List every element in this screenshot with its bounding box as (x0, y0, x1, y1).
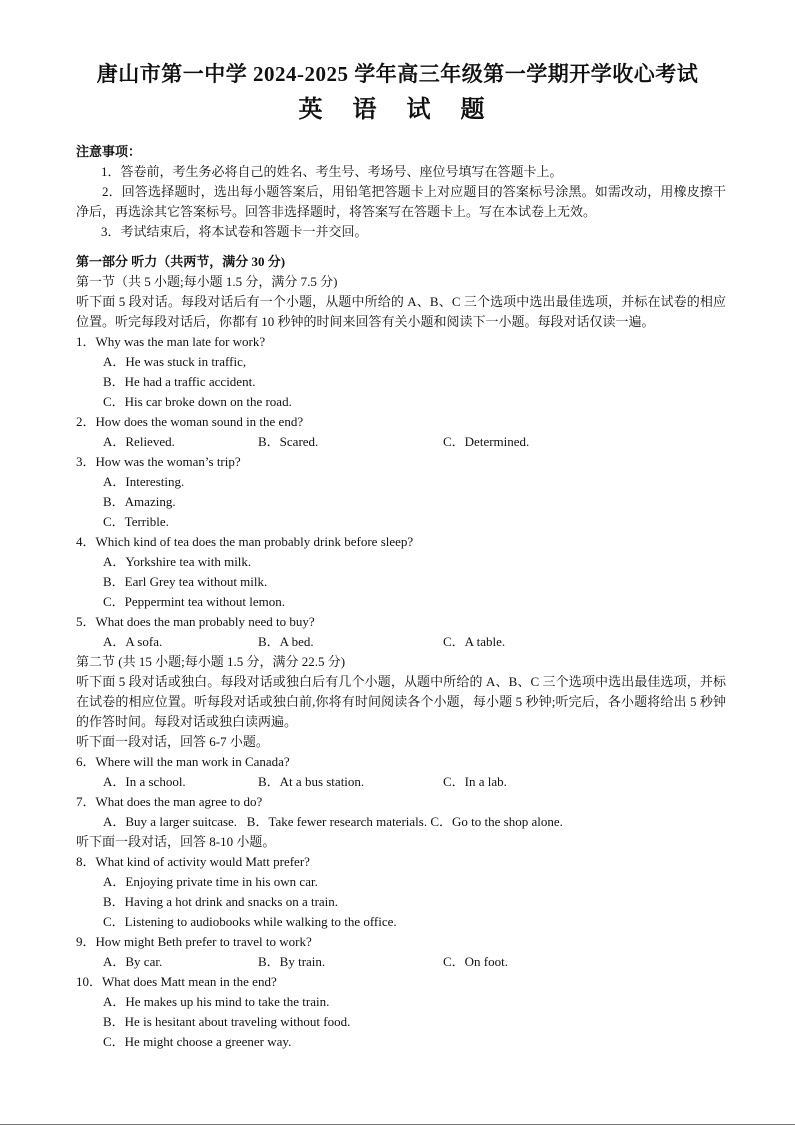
question-3-option-a: A．Interesting. (103, 474, 185, 489)
question-5-option-a: A．A sofa. (103, 634, 163, 649)
exam-content (76, 142, 726, 1052)
question-5-options (76, 632, 726, 652)
question-2-option-b: B．Scared. (258, 434, 319, 449)
question-10-option-c: C．He might choose a greener way. (103, 1034, 292, 1049)
question-8-option-b: B．Having a hot drink and snacks on a train. (103, 894, 339, 909)
question-3-stem: 3．How was the woman’s trip? (76, 454, 241, 469)
section2-heading: 第二节 (共 15 小题;每小题 1.5 分，满分 22.5 分) (76, 654, 346, 669)
exam-title: 唐山市第一中学 2024-2025 学年高三年级第一学期开学收心考试 (96, 62, 699, 86)
question-4-stem: 4．Which kind of tea does the man probably drink before sleep? (76, 534, 414, 549)
question-1-stem: 1．Why was the man late for work? (76, 334, 266, 349)
question-9-option-b: B．By train. (258, 954, 326, 969)
section1-heading: 第一节（共 5 小题;每小题 1.5 分，满分 7.5 分) (76, 274, 338, 289)
question-3-option-b: B．Amazing. (103, 494, 176, 509)
notice-item-2: 2．回答选择题时，选出每小题答案后，用铅笔把答题卡上对应题目的答案标号涂黑。如需改动，用橡皮擦干净后，再选涂其它答案标号。回答非选择题时，将答案写在答题卡上。写在本试卷上无效。 (76, 184, 726, 219)
lead-questions-8-10: 听下面一段对话，回答 8-10 小题。 (76, 834, 276, 849)
notice-item-1: 1．答卷前，考生务必将自己的姓名、考生号、考场号、座位号填写在答题卡上。 (101, 164, 563, 179)
question-10-stem: 10．What does Matt mean in the end? (76, 974, 277, 989)
question-3-option-c: C．Terrible. (103, 514, 169, 529)
question-9-options (76, 952, 726, 972)
question-9-stem: 9．How might Beth prefer to travel to work? (76, 934, 312, 949)
question-6-options (76, 772, 726, 792)
question-1-option-b: B．He had a traffic accident. (103, 374, 256, 389)
question-8-stem: 8．What kind of activity would Matt prefer? (76, 854, 310, 869)
question-1-option-a: A．He was stuck in traffic, (103, 354, 247, 369)
question-6-stem: 6．Where will the man work in Canada? (76, 754, 290, 769)
question-10-option-a: A．He makes up his mind to take the train. (103, 994, 330, 1009)
question-5-option-b: B．A bed. (258, 634, 314, 649)
notice-item-3: 3．考试结束后，将本试卷和答题卡一并交回。 (101, 224, 368, 239)
question-6-option-c: C．In a lab. (443, 774, 507, 789)
section1-instruction: 听下面 5 段对话。每段对话后有一个小题，从题中所给的 A、B、C 三个选项中选出最佳选项，并标在试卷的相应位置。听完每段对话后，你都有 10 秒钟的时间来回答有关小题和阅读下一小题。每段对话仅读一遍。 (76, 294, 726, 329)
exam-subject-title: 英 语 试 题 (298, 97, 497, 123)
question-8-option-a: A．Enjoying private time in his own car. (103, 874, 318, 889)
question-6-option-b: B．At a bus station. (258, 774, 365, 789)
question-7-stem: 7．What does the man agree to do? (76, 794, 263, 809)
question-5-option-c: C．A table. (443, 634, 506, 649)
lead-questions-6-7: 听下面一段对话，回答 6-7 小题。 (76, 734, 269, 749)
question-4-option-a: A．Yorkshire tea with milk. (103, 554, 252, 569)
question-2-stem: 2．How does the woman sound in the end? (76, 414, 304, 429)
notice-heading: 注意事项： (76, 144, 142, 159)
part1-heading: 第一部分 听力（共两节，满分 30 分) (76, 254, 286, 269)
question-4-option-c: C．Peppermint tea without lemon. (103, 594, 285, 609)
question-7-options: A．Buy a larger suitcase. B．Take fewer research materials. C．Go to the shop alone. (103, 814, 563, 829)
question-4-option-b: B．Earl Grey tea without milk. (103, 574, 268, 589)
question-9-option-a: A．By car. (103, 954, 163, 969)
question-6-option-a: A．In a school. (103, 774, 186, 789)
question-2-option-a: A．Relieved. (103, 434, 175, 449)
question-5-stem: 5．What does the man probably need to buy? (76, 614, 315, 629)
question-1-option-c: C．His car broke down on the road. (103, 394, 292, 409)
question-2-options (76, 432, 726, 452)
section2-instruction: 听下面 5 段对话或独白。每段对话或独白后有几个小题，从题中所给的 A、B、C 三个选项中选出最佳选项，并标在试卷的相应位置。听每段对话或独白前,你将有时间阅读各个小题，每小题 5 秒钟;听完后，各小题将给出 5 秒钟的作答时间。每段对话或独白读两遍。 (76, 674, 726, 729)
question-8-option-c: C．Listening to audiobooks while walking to the office. (103, 914, 397, 929)
question-10-option-b: B．He is hesitant about traveling without food. (103, 1014, 351, 1029)
question-2-option-c: C．Determined. (443, 434, 530, 449)
question-9-option-c: C．On foot. (443, 954, 509, 969)
